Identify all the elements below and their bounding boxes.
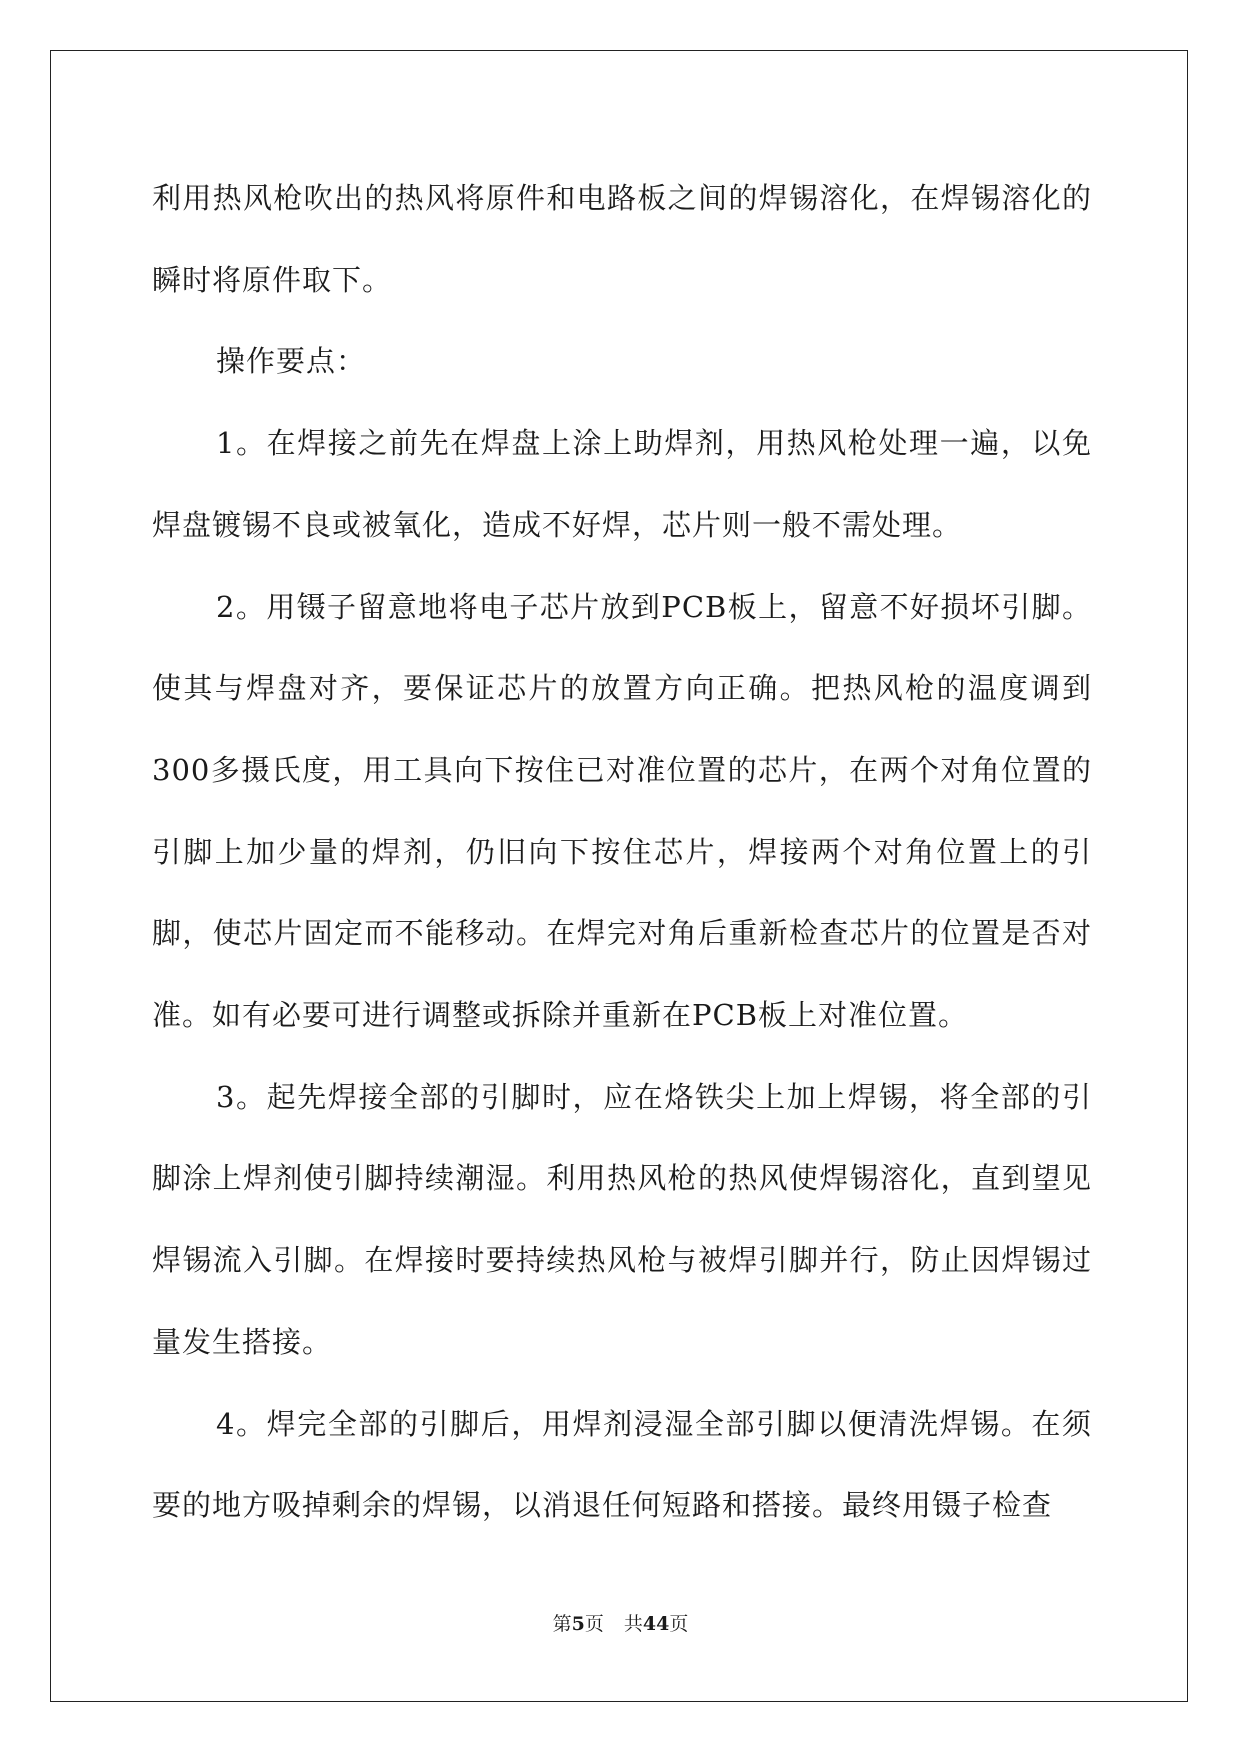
document-body [152, 158, 1092, 1547]
footer-prefix: 第 [552, 1613, 572, 1635]
total-page-count: 44 [642, 1613, 670, 1635]
current-page-number: 5 [571, 1613, 585, 1635]
paragraph-6: 4。焊完全部的引脚后，用焊剂浸湿全部引脚以便清洗焊锡。在须要的地方吸掉剩余的焊锡，以消退任何短路和搭接。最终用镊子检查 [152, 1406, 1092, 1523]
paragraph-3: 1。在焊接之前先在焊盘上涂上助焊剂，用热风枪处理一遍，以免焊盘镀锡不良或被氧化，造成不好焊，芯片则一般不需处理。 [152, 426, 1092, 542]
paragraph-1: 利用热风枪吹出的热风将原件和电路板之间的焊锡溶化，在焊锡溶化的瞬时将原件取下。 [152, 181, 1092, 297]
paragraph-4: 2。用镊子留意地将电子芯片放到PCB板上，留意不好损坏引脚。使其与焊盘对齐，要保证芯片的放置方向正确。把热风枪的温度调到300多摄氏度，用工具向下按住已对准位置的芯片，在两个对角位置的引脚上加少量的焊剂，仍旧向下按住芯片，焊接两个对角位置上的引脚，使芯片固定而不能移动。在焊完对角后重新检查芯片的位置是否对准。如有必要可进行调整或拆除并重新在PCB板上对准位置。 [152, 589, 1092, 1033]
paragraph-2: 操作要点： [216, 344, 367, 379]
footer-total-prefix: 共 [623, 1613, 643, 1635]
page-footer [0, 1612, 1241, 1636]
paragraph-5: 3。起先焊接全部的引脚时，应在烙铁尖上加上焊锡，将全部的引脚涂上焊剂使引脚持续潮湿。利用热风枪的热风使焊锡溶化，直到望见焊锡流入引脚。在焊接时要持续热风枪与被焊引脚并行，防止因焊锡过量发生搭接。 [152, 1079, 1092, 1359]
footer-total-suffix: 页 [669, 1613, 689, 1635]
footer-page-suffix: 页 [584, 1613, 604, 1635]
